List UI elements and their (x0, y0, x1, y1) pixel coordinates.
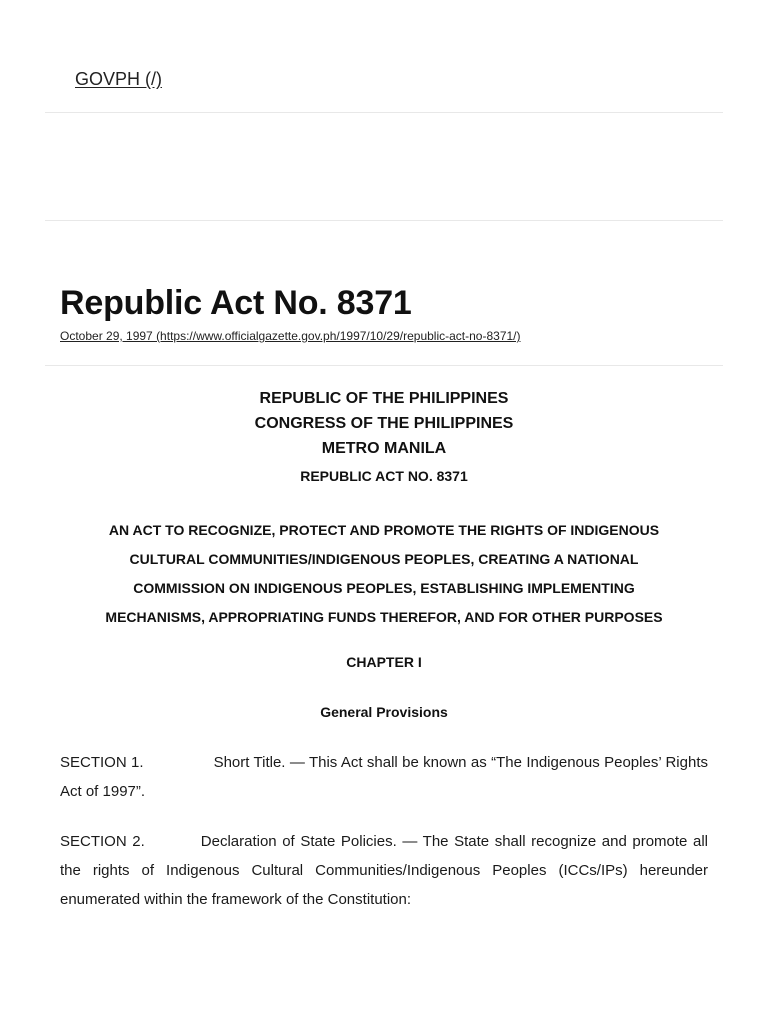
header-line-location: METRO MANILA (321, 440, 447, 457)
act-number: REPUBLIC ACT NO. 8371 (300, 468, 468, 484)
divider-title (45, 365, 723, 366)
header-line-republic: REPUBLIC OF THE PHILIPPINES (259, 390, 509, 407)
page-title: Republic Act No. 8371 (60, 284, 412, 322)
top-bar (0, 0, 768, 112)
act-title-line: COMMISSION ON INDIGENOUS PEOPLES, ESTABLISHING IMPLEMENTING (133, 580, 635, 596)
chapter-heading: CHAPTER I (346, 654, 422, 670)
act-title-line: MECHANISMS, APPROPRIATING FUNDS THEREFOR, AND FOR OTHER PURPOSES (105, 609, 663, 625)
header-line-congress: CONGRESS OF THE PHILIPPINES (254, 415, 514, 432)
chapter-subtitle: General Provisions (320, 704, 448, 720)
section-number: SECTION 2. (60, 833, 145, 850)
section-1 (60, 748, 708, 806)
section-2 (60, 827, 708, 914)
section-text: Short Title. — This Act shall be known as “The Indigenous Peoples’ Rights Act of 1997”. (60, 754, 708, 800)
act-title-line: CULTURAL COMMUNITIES/INDIGENOUS PEOPLES, CREATING A NATIONAL (129, 551, 639, 567)
article-date-link[interactable]: October 29, 1997 (https://www.officialgazette.gov.ph/1997/10/29/republic-act-no-8371/) (60, 329, 521, 343)
document-header (60, 386, 708, 461)
divider-banner (45, 220, 723, 221)
section-number: SECTION 1. (60, 754, 144, 771)
act-title-line: AN ACT TO RECOGNIZE, PROTECT AND PROMOTE THE RIGHTS OF INDIGENOUS (108, 522, 660, 538)
divider-top (45, 112, 723, 113)
section-text: Declaration of State Policies. — The State shall recognize and promote all the rights of Indigenous Cultural Communities/Indigenous Peoples (ICCs/IPs) hereunder enumerated within the framework of the Constitution: (60, 833, 708, 908)
govph-home-link[interactable]: GOVPH (/) (75, 69, 163, 89)
act-title (70, 516, 698, 632)
